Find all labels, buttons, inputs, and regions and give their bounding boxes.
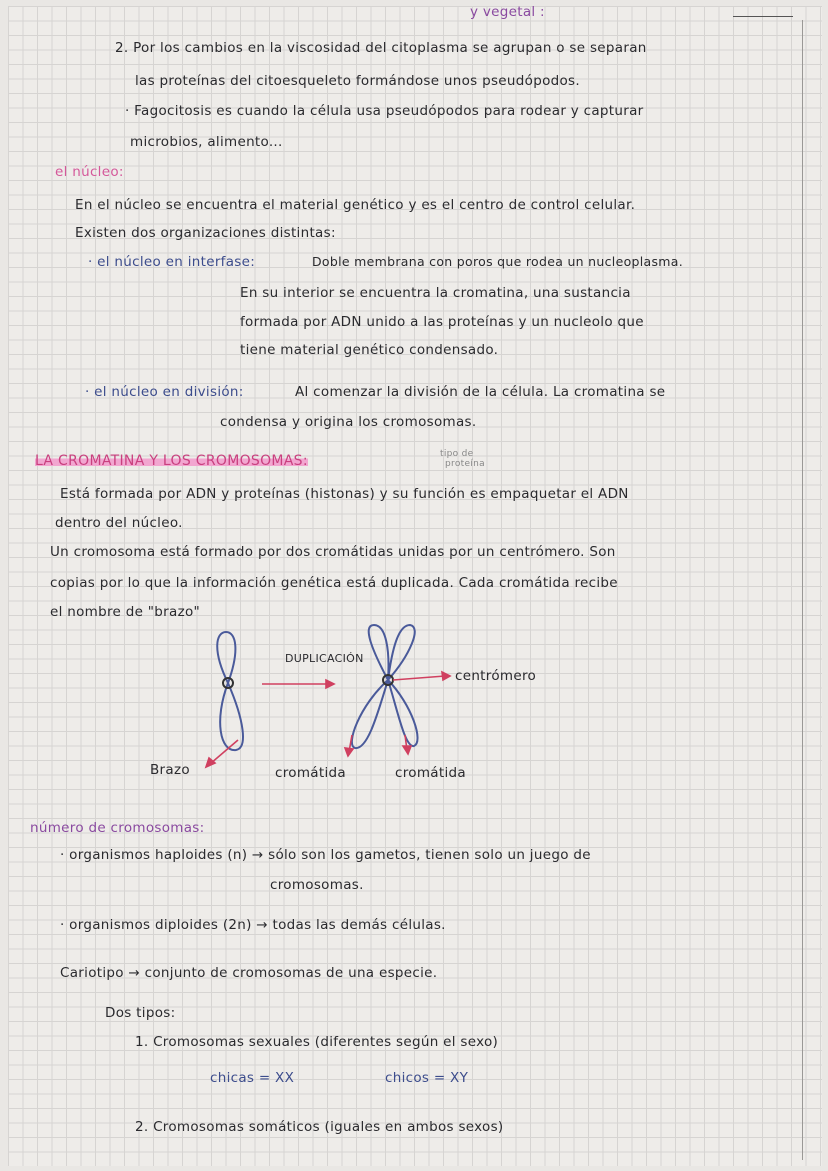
text-line: Al comenzar la división de la célula. La cromatina se bbox=[295, 384, 666, 400]
section-title-nucleo: el núcleo: bbox=[55, 164, 124, 180]
text-line: Un cromosoma está formado por dos cromátidas unidas por un centrómero. Son bbox=[50, 544, 616, 560]
text-line: Doble membrana con poros que rodea un nucleoplasma. bbox=[312, 254, 684, 269]
text-line: microbios, alimento... bbox=[130, 134, 283, 150]
label-cromatida: cromátida bbox=[395, 765, 466, 781]
division-label: · el núcleo en división: bbox=[85, 384, 244, 400]
text-line: · organismos haploides (n) → sólo son los gametos, tienen solo un juego de bbox=[60, 847, 591, 863]
section-title-numero: número de cromosomas: bbox=[30, 820, 205, 836]
section-title-cromatina: LA CROMATINA Y LOS CROMOSOMAS: bbox=[35, 453, 308, 469]
text-line: cromosomas. bbox=[270, 877, 364, 893]
single-chromosome bbox=[217, 632, 243, 750]
text-line: · Fagocitosis es cuando la célula usa pseudópodos para rodear y capturar bbox=[125, 103, 644, 119]
label-brazo: Brazo bbox=[150, 762, 190, 778]
chicas-xx: chicas = XX bbox=[210, 1070, 295, 1086]
top-heading: y vegetal : bbox=[470, 4, 545, 20]
label-duplicacion: DUPLICACIÓN bbox=[285, 652, 364, 665]
text-line: Está formada por ADN y proteínas (histonas) y su función es empaquetar el ADN bbox=[60, 486, 629, 502]
text-line: 1. Cromosomas sexuales (diferentes según el sexo) bbox=[135, 1034, 499, 1050]
text-line: las proteínas del citoesqueleto formándose unos pseudópodos. bbox=[135, 73, 580, 89]
label-centromero: centrómero bbox=[455, 668, 537, 684]
duplicated-chromosome bbox=[352, 625, 418, 748]
text-line: copias por lo que la información genética está duplicada. Cada cromátida recibe bbox=[50, 575, 618, 591]
text-line: tiene material genético condensado. bbox=[240, 342, 499, 358]
text-line: 2. Cromosomas somáticos (iguales en ambos sexos) bbox=[135, 1119, 504, 1135]
text-line: Dos tipos: bbox=[105, 1005, 176, 1021]
text-line: dentro del núcleo. bbox=[55, 515, 183, 531]
text-line: En su interior se encuentra la cromatina, una sustancia bbox=[240, 285, 631, 301]
margin-note: proteína bbox=[445, 459, 485, 469]
chicos-xy: chicos = XY bbox=[385, 1070, 469, 1086]
margin-note: tipo de bbox=[440, 449, 474, 459]
text-line: 2. Por los cambios en la viscosidad del citoplasma se agrupan o se separan bbox=[115, 40, 647, 56]
text-line: Existen dos organizaciones distintas: bbox=[75, 225, 336, 241]
text-line: · organismos diploides (2n) → todas las demás células. bbox=[60, 917, 446, 933]
text-line: En el núcleo se encuentra el material genético y es el centro de control celular. bbox=[75, 197, 636, 213]
text-line: el nombre de "brazo" bbox=[50, 604, 201, 620]
text-line: Cariotipo → conjunto de cromosomas de una especie. bbox=[60, 965, 438, 981]
text-line: condensa y origina los cromosomas. bbox=[220, 414, 477, 430]
interfase-label: · el núcleo en interfase: bbox=[88, 254, 256, 270]
label-cromatida: cromátida bbox=[275, 765, 346, 781]
text-line: formada por ADN unido a las proteínas y un nucleolo que bbox=[240, 314, 644, 330]
